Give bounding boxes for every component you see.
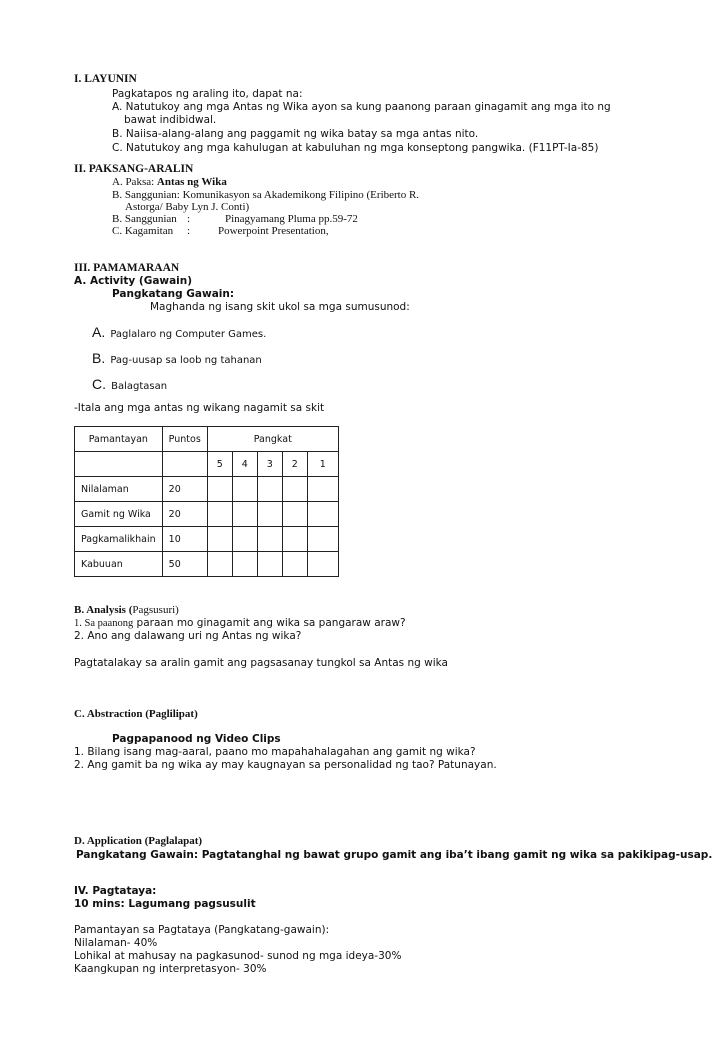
table-row xyxy=(75,427,339,452)
table-cell xyxy=(257,552,282,577)
pagtataya-heading: IV. Pagtataya: xyxy=(74,885,157,897)
option-text: Paglalaro ng Computer Games. xyxy=(110,329,267,340)
table-cell xyxy=(232,477,257,502)
abstraction-heading: C. Abstraction (Paglilipat) xyxy=(74,708,198,720)
criterion: Gamit ng Wika xyxy=(75,502,163,527)
itala-instruction: -Itala ang mga antas ng wikang nagamit sa skit xyxy=(74,402,325,414)
rubric-table xyxy=(74,426,339,577)
table-cell xyxy=(282,552,307,577)
layunin-item-b: B. Naiisa-alang-alang ang paggamit ng wika batay sa mga antas nito. xyxy=(112,128,479,140)
table-cell xyxy=(75,452,163,477)
analysis-heading-part-2: Pagsusuri) xyxy=(132,604,179,616)
question-1-rest: paraan mo ginagamit ang wika sa pangaraw araw? xyxy=(133,617,406,629)
application-line: Pangkatang Gawain: Pagtatanghal ng bawat grupo gamit ang iba’t ibang gamit ng wika sa pakikipag-usap. xyxy=(76,849,712,861)
table-cell xyxy=(307,552,338,577)
sanggunian2-value: Pinagyamang Pluma pp.59-72 xyxy=(225,213,358,225)
activity-option-a xyxy=(92,322,266,341)
pagtataya-item: Lohikal at mahusay na pagkasunod- sunod ng mga ideya-30% xyxy=(74,950,402,962)
header-pamantayan: Pamantayan xyxy=(75,427,163,452)
table-cell xyxy=(207,527,232,552)
layunin-item-c: C. Natutukoy ang mga kahulugan at kabuluhan ng mga konseptong pangwika. (F11PT-Ia-85) xyxy=(112,142,599,154)
table-cell xyxy=(162,452,207,477)
abstraction-question-2: 2. Ang gamit ba ng wika ay may kaugnayan sa personalidad ng tao? Patunayan. xyxy=(74,759,497,771)
table-cell xyxy=(307,502,338,527)
table-cell xyxy=(307,477,338,502)
points: 10 xyxy=(162,527,207,552)
kagamitan-value: Powerpoint Presentation, xyxy=(218,225,329,237)
table-row xyxy=(75,452,339,477)
activity-option-b xyxy=(92,348,262,367)
application-heading: D. Application (Paglalapat) xyxy=(74,835,203,847)
option-text: Pag-uusap sa loob ng tahanan xyxy=(110,355,262,366)
analysis-question-2: 2. Ano ang dalawang uri ng Antas ng wika? xyxy=(74,630,302,642)
abstraction-sub: Pagpapanood ng Video Clips xyxy=(112,733,281,745)
table-cell xyxy=(232,527,257,552)
points: 50 xyxy=(162,552,207,577)
table-cell xyxy=(282,527,307,552)
sanggunian-line-2: Astorga/ Baby Lyn J. Conti) xyxy=(125,201,250,213)
sanggunian2-colon: : xyxy=(187,213,191,225)
kagamitan-label: C. Kagamitan xyxy=(112,225,174,237)
points: 20 xyxy=(162,477,207,502)
activity-option-c xyxy=(92,374,167,393)
pagtataya-pamantayan: Pamantayan sa Pagtataya (Pangkatang-gawain): xyxy=(74,924,330,936)
option-letter: C. xyxy=(92,376,106,392)
table-cell xyxy=(257,527,282,552)
paksa-line xyxy=(112,176,227,188)
analysis-question-1 xyxy=(74,617,406,629)
table-cell xyxy=(207,502,232,527)
activity-heading: A. Activity (Gawain) xyxy=(74,275,193,287)
group-4: 4 xyxy=(232,452,257,477)
group-3: 3 xyxy=(257,452,282,477)
abstraction-question-1: 1. Bilang isang mag-aaral, paano mo mapahahalagahan ang gamit ng wika? xyxy=(74,746,476,758)
table-cell xyxy=(232,502,257,527)
table-cell xyxy=(307,527,338,552)
group-1: 1 xyxy=(307,452,338,477)
option-letter: B. xyxy=(92,350,106,366)
layunin-intro: Pagkatapos ng araling ito, dapat na: xyxy=(112,88,303,100)
sanggunian-line-1: B. Sanggunian: Komunikasyon sa Akademikong Filipino (Eriberto R. xyxy=(112,189,420,201)
criterion: Kabuuan xyxy=(75,552,163,577)
table-row xyxy=(75,477,339,502)
analysis-heading-part-1: B. Analysis ( xyxy=(74,604,133,616)
table-cell xyxy=(282,477,307,502)
table-row xyxy=(75,502,339,527)
header-puntos: Puntos xyxy=(162,427,207,452)
pagtataya-item: Kaangkupan ng interpretasyon- 30% xyxy=(74,963,267,975)
analysis-heading xyxy=(74,604,179,616)
option-letter: A. xyxy=(92,324,106,340)
header-pangkat: Pangkat xyxy=(207,427,338,452)
table-row xyxy=(75,552,339,577)
table-cell xyxy=(257,502,282,527)
table-cell xyxy=(232,552,257,577)
option-text: Balagtasan xyxy=(111,381,168,392)
paksa-value: Antas ng Wika xyxy=(156,176,227,188)
table-row xyxy=(75,527,339,552)
layunin-heading: I. LAYUNIN xyxy=(74,73,137,85)
pagtataya-item: Nilalaman- 40% xyxy=(74,937,158,949)
pamamaraan-heading: III. PAMAMARAAN xyxy=(74,262,180,274)
group-5: 5 xyxy=(207,452,232,477)
question-1-start: 1. Sa paanong xyxy=(74,618,134,629)
layunin-item-a-cont: bawat indibidwal. xyxy=(124,114,217,126)
pangkatang-gawain-label: Pangkatang Gawain: xyxy=(112,288,235,300)
pagtataya-sub: 10 mins: Lagumang pagsusulit xyxy=(74,898,256,910)
table-cell xyxy=(207,552,232,577)
layunin-item-a: A. Natutukoy ang mga Antas ng Wika ayon sa kung paanong paraan ginagamit ang mga ito ng xyxy=(112,101,611,113)
criterion: Pagkamalikhain xyxy=(75,527,163,552)
table-cell xyxy=(257,477,282,502)
table-cell xyxy=(282,502,307,527)
paksang-aralin-heading: II. PAKSANG-ARALIN xyxy=(74,163,194,175)
activity-instruction: Maghanda ng isang skit ukol sa mga sumusunod: xyxy=(150,301,410,313)
analysis-talakay: Pagtatalakay sa aralin gamit ang pagsasanay tungkol sa Antas ng wika xyxy=(74,657,448,669)
sanggunian2-label: B. Sanggunian xyxy=(112,213,177,225)
points: 20 xyxy=(162,502,207,527)
kagamitan-colon: : xyxy=(187,225,191,237)
group-2: 2 xyxy=(282,452,307,477)
paksa-label: A. Paksa: xyxy=(112,176,157,188)
criterion: Nilalaman xyxy=(75,477,163,502)
table-cell xyxy=(207,477,232,502)
